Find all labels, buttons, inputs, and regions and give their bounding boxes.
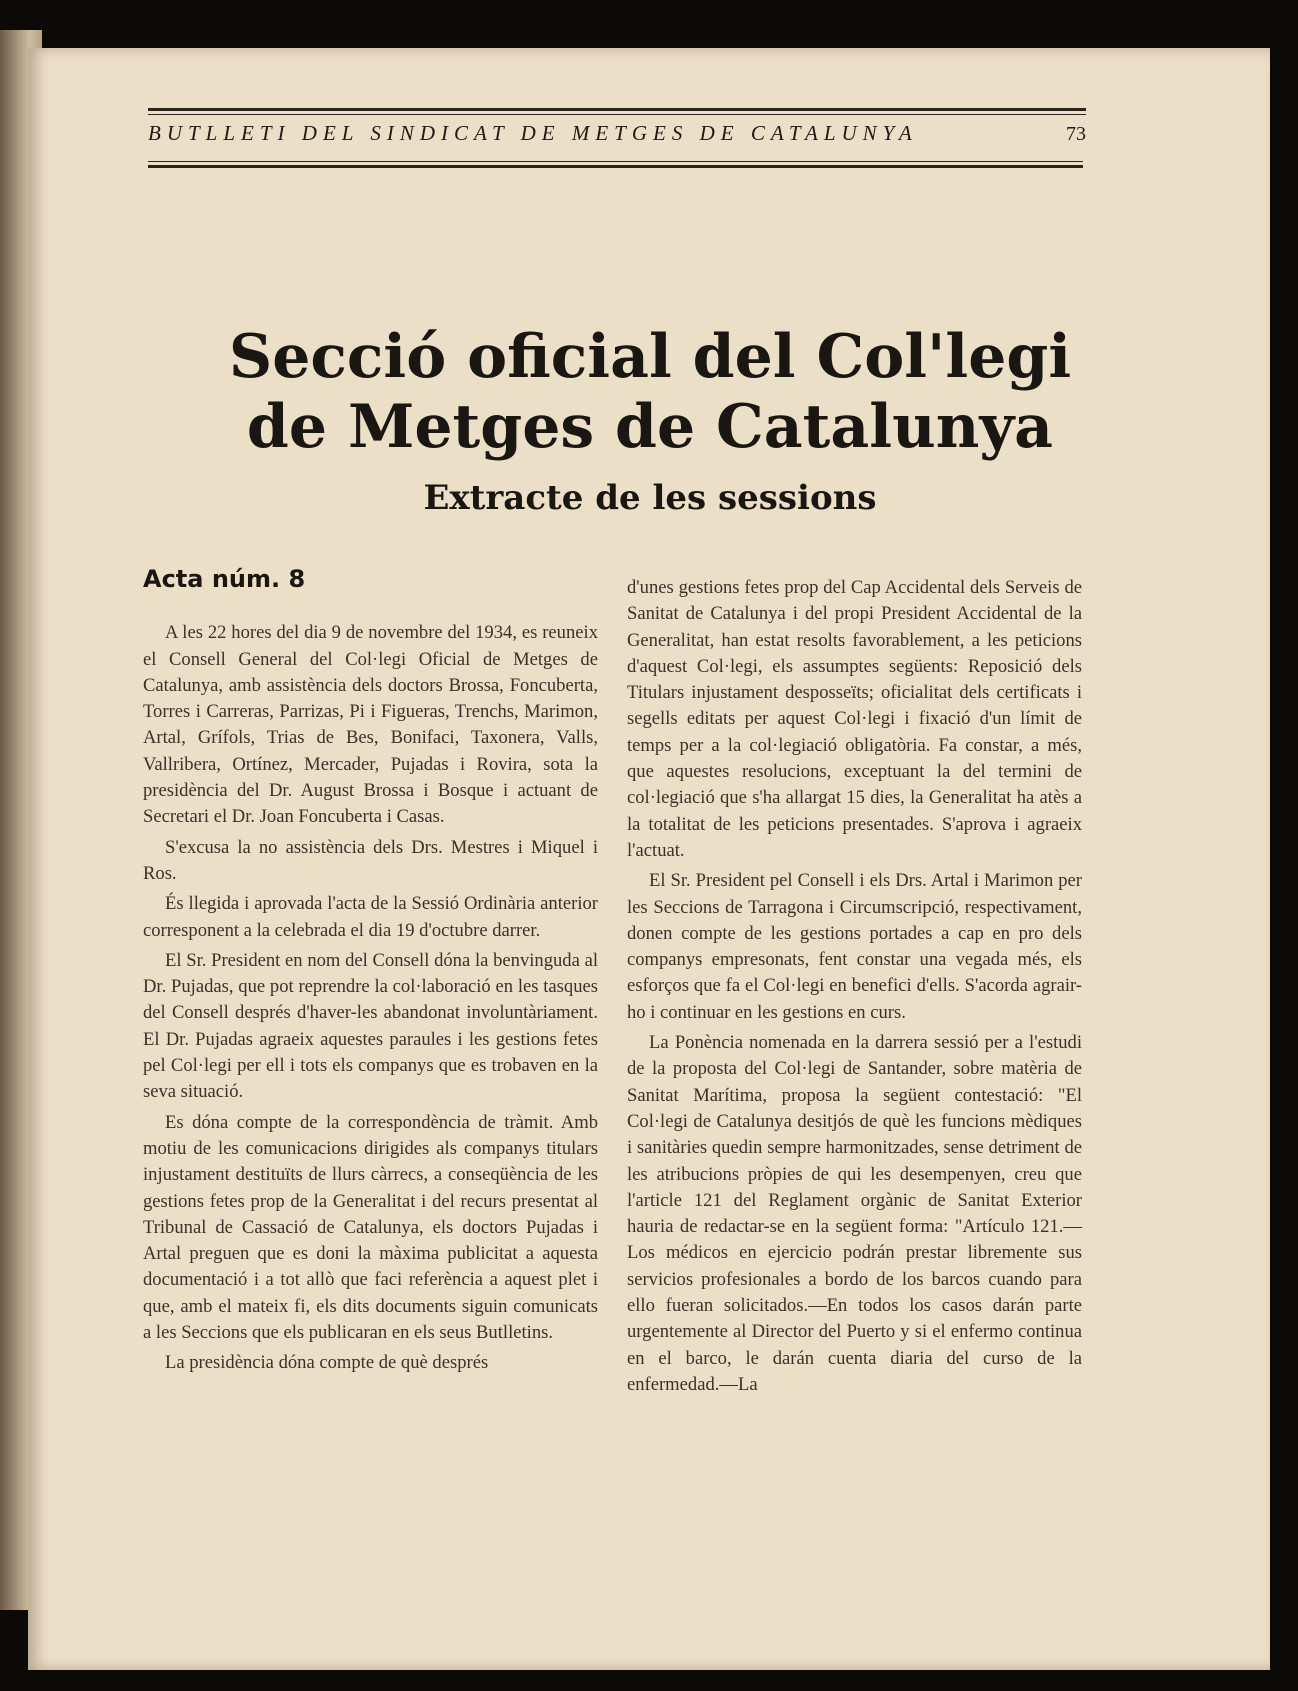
journal-title: BUTLLETI DEL SINDICAT DE METGES DE CATALUNYA: [148, 121, 918, 145]
paragraph: El Sr. President pel Consell i els Drs. Artal i Marimon per les Seccions de Tarragona i Circumscripció, respectivament, donen compte de les gestions portades a cap en pro dels companys empresonats, fent constar una vegada més, els esforços que fa el Col·legi en benefici d'ells. S'acorda agrair-ho i continuar en les gestions en curs.: [627, 870, 1082, 1023]
right-column: [627, 575, 1082, 1402]
paragraph: S'excusa la no assistència dels Drs. Mestres i Miquel i Ros.: [143, 836, 598, 884]
paragraph: d'unes gestions fetes prop del Cap Accidental dels Serveis de Sanitat de Catalunya i del propi President Accidental de la Generalitat, han estat resolts favorablement, a les peticions d'aquest Col·legi, els assumptes següents: Reposició dels Titulars injustament desposseïts; oficialitat dels certificats i segells editats per aquest Col·legi i fixació d'un límit de temps per a la col·legiació obligatòria. Fa constar, a més, que aquestes resolucions, exceptuant la del termini de col·legiació que s'ha allargat 15 dies, la Generalitat ha atès a la totalitat de les peticions presentades. S'aprova i agraeix l'actuat.: [627, 577, 1082, 861]
paragraph: El Sr. President en nom del Consell dóna la benvinguda al Dr. Pujadas, que pot reprendre la col·laboració en les tasques del Consell després d'haver-les abandonat involuntàriament. El Dr. Pujadas agraeix aquestes paraules i les gestions fetes pel Col·legi per ell i tots els companys que es trobaven en la seva situació.: [143, 949, 598, 1103]
left-column: [143, 566, 598, 1381]
running-header: [148, 108, 1086, 168]
article-subtitle: Extracte de les sessions: [423, 478, 877, 518]
title-line-1: Secció oficial del Col'legi: [228, 322, 1072, 392]
header-rule-top: [148, 108, 1086, 115]
title-line-2: de Metges de Catalunya: [246, 392, 1054, 462]
paragraph: A les 22 hores del dia 9 de novembre del 1934, es reuneix el Consell General del Col·legi Oficial de Metges de Catalunya, amb assistència dels doctors Brossa, Foncuberta, Torres i Carreras, Parrizas, Pi i Figueras, Trenchs, Marimon, Artal, Grífols, Trias de Bes, Bonifaci, Taxonera, Valls, Vallribera, Ortínez, Mercader, Pujadas i Rovira, sota la presidència del Dr. August Brossa i Bosque i actuant de Secretari el Dr. Joan Foncuberta i Casas.: [143, 622, 598, 828]
paragraph: La presidència dóna compte de què després: [165, 1352, 489, 1374]
page-number: 73: [1066, 123, 1086, 145]
header-rule-bottom: [148, 161, 1083, 168]
section-heading: Acta núm. 8: [143, 565, 306, 593]
article-title: [150, 322, 1150, 462]
paragraph: La Ponència nomenada en la darrera sessió per a l'estudi de la proposta del Col·legi de Santander, sobre matèria de Sanitat Marítima, proposa la següent contestació: "El Col·legi de Catalunya desitjós de què les funcions mèdiques i sanitàries quedin sempre harmonitzades, sense detriment de les atribucions pròpies de qui les desempenyen, creu que l'article 121 del Reglament orgànic de Sanitat Exterior hauria de redactar-se en la següent forma: "Artículo 121.—Los médicos en ejercicio podrán prestar libremente sus servicios profesionales a bordo de los barcos cuando para ello fueran solicitados.—En todos los casos darán parte urgentemente al Director del Puerto y si el enfermo continua en el barco, le darán cuenta diaria del curso de la enfermedad.—La: [627, 1032, 1082, 1395]
paragraph: Es dóna compte de la correspondència de tràmit. Amb motiu de les comunicacions dirigides als companys titulars injustament destituïts de llurs càrrecs, a conseqüència de les gestions fetes prop de la Generalitat i del recurs presentat al Tribunal de Cassació de Catalunya, els doctors Pujadas i Artal preguen que es doni la màxima publicitat a aquesta documentació i a tot allò que faci referència a aquest plet i que, amb el mateix fi, els dits documents siguin comunicats a les Seccions que els publicaran en els seus Butlletins.: [143, 1111, 598, 1344]
paragraph: És llegida i aprovada l'acta de la Sessió Ordinària anterior corresponent a la celebrada el dia 19 d'octubre darrer.: [143, 893, 598, 941]
